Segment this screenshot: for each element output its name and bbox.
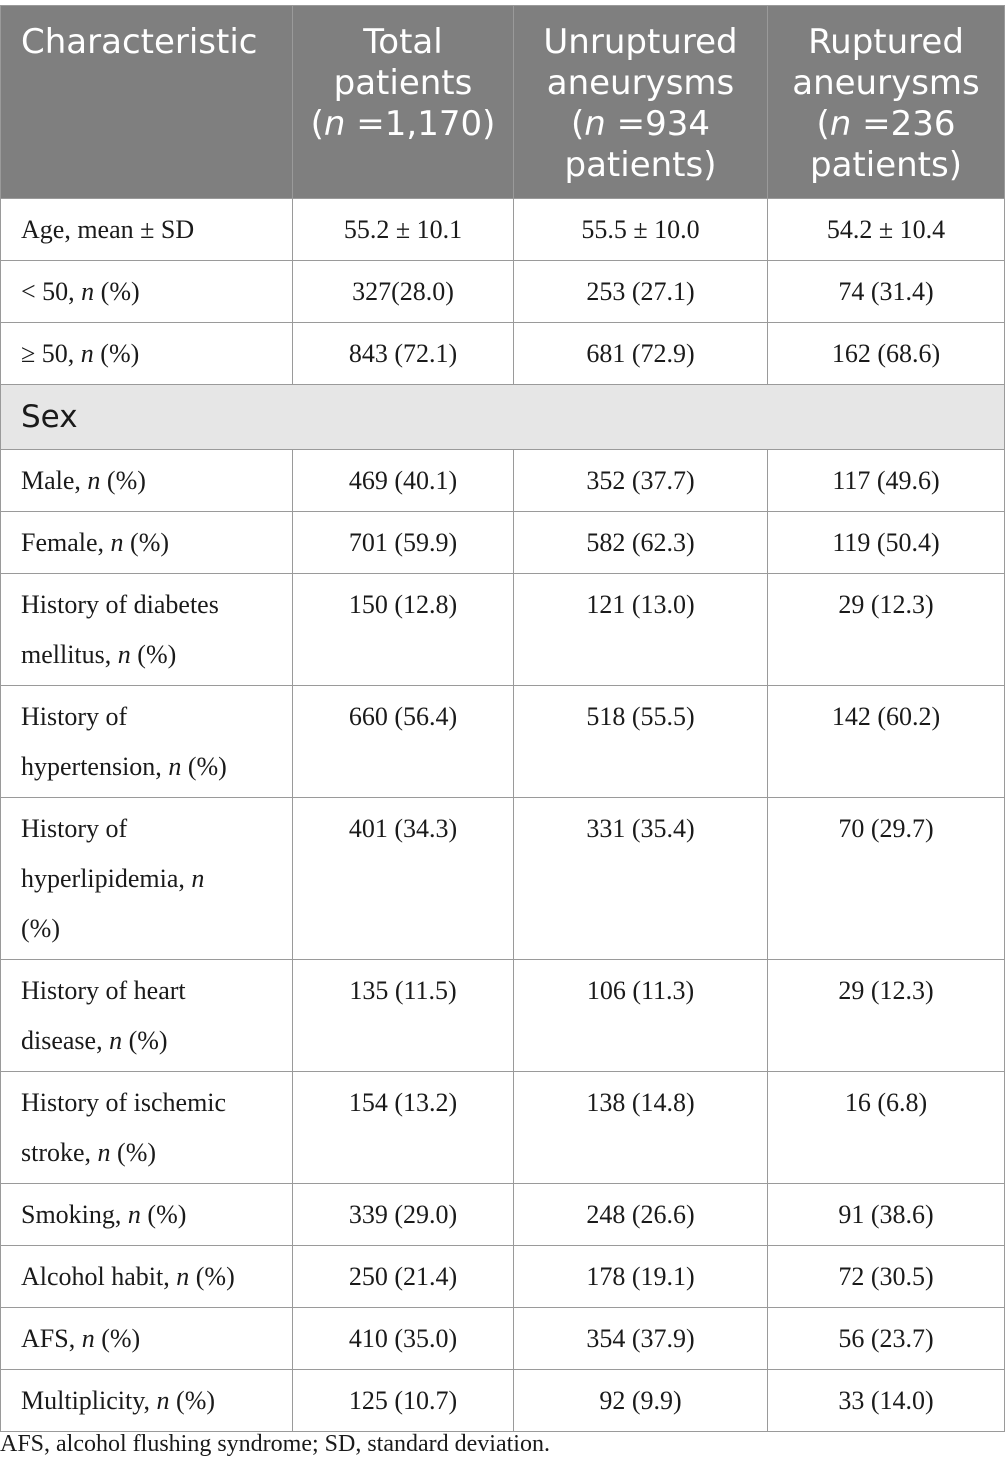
cell-total: 55.2 ± 10.1 (293, 199, 514, 261)
header-row (1, 6, 1005, 199)
table-row (1, 1246, 1005, 1308)
row-label: ≥ 50, n (%) (1, 323, 293, 385)
cell-ruptured: 162 (68.6) (768, 323, 1005, 385)
cell-ruptured: 119 (50.4) (768, 512, 1005, 574)
row-label: History of diabetes mellitus, n (%) (1, 574, 293, 686)
cell-total: 469 (40.1) (293, 450, 514, 512)
header-total-patients: Total patients (n =1,170) (293, 6, 514, 199)
cell-total: 154 (13.2) (293, 1072, 514, 1184)
row-label: Age, mean ± SD (1, 199, 293, 261)
table-row (1, 1072, 1005, 1184)
cell-unruptured: 354 (37.9) (514, 1308, 768, 1370)
cell-total: 410 (35.0) (293, 1308, 514, 1370)
cell-ruptured: 54.2 ± 10.4 (768, 199, 1005, 261)
section-row (1, 385, 1005, 450)
cell-unruptured: 248 (26.6) (514, 1184, 768, 1246)
table-row (1, 199, 1005, 261)
cell-total: 701 (59.9) (293, 512, 514, 574)
row-label: Smoking, n (%) (1, 1184, 293, 1246)
table-row (1, 512, 1005, 574)
characteristics-table (0, 5, 1005, 1432)
cell-ruptured: 74 (31.4) (768, 261, 1005, 323)
cell-unruptured: 55.5 ± 10.0 (514, 199, 768, 261)
table-row (1, 450, 1005, 512)
cell-total: 660 (56.4) (293, 686, 514, 798)
cell-unruptured: 121 (13.0) (514, 574, 768, 686)
header-ruptured-aneurysms: Ruptured aneurysms (n =236 patients) (768, 6, 1005, 199)
cell-unruptured: 352 (37.7) (514, 450, 768, 512)
cell-unruptured: 138 (14.8) (514, 1072, 768, 1184)
cell-ruptured: 16 (6.8) (768, 1072, 1005, 1184)
cell-unruptured: 106 (11.3) (514, 960, 768, 1072)
cell-unruptured: 92 (9.9) (514, 1370, 768, 1432)
table-row (1, 686, 1005, 798)
row-label: History of hypertension, n (%) (1, 686, 293, 798)
table-body (1, 199, 1005, 1432)
section-label: Sex (1, 385, 1005, 450)
cell-ruptured: 33 (14.0) (768, 1370, 1005, 1432)
row-label: History of heart disease, n (%) (1, 960, 293, 1072)
table-row (1, 1308, 1005, 1370)
cell-total: 250 (21.4) (293, 1246, 514, 1308)
cell-unruptured: 518 (55.5) (514, 686, 768, 798)
cell-ruptured: 29 (12.3) (768, 960, 1005, 1072)
cell-unruptured: 582 (62.3) (514, 512, 768, 574)
cell-total: 401 (34.3) (293, 798, 514, 960)
cell-total: 135 (11.5) (293, 960, 514, 1072)
row-label: Female, n (%) (1, 512, 293, 574)
cell-total: 150 (12.8) (293, 574, 514, 686)
table-row (1, 1370, 1005, 1432)
table-row (1, 261, 1005, 323)
table-footnote: AFS, alcohol flushing syndrome; SD, standard deviation. (0, 1431, 550, 1457)
cell-ruptured: 56 (23.7) (768, 1308, 1005, 1370)
cell-total: 125 (10.7) (293, 1370, 514, 1432)
table-row (1, 574, 1005, 686)
row-label: AFS, n (%) (1, 1308, 293, 1370)
table-row (1, 323, 1005, 385)
cell-ruptured: 70 (29.7) (768, 798, 1005, 960)
cell-ruptured: 117 (49.6) (768, 450, 1005, 512)
header-characteristic: Characteristic (1, 6, 293, 199)
cell-ruptured: 142 (60.2) (768, 686, 1005, 798)
cell-unruptured: 178 (19.1) (514, 1246, 768, 1308)
cell-total: 327(28.0) (293, 261, 514, 323)
cell-total: 339 (29.0) (293, 1184, 514, 1246)
table-row (1, 1184, 1005, 1246)
row-label: < 50, n (%) (1, 261, 293, 323)
row-label: History of hyperlipidemia, n (%) (1, 798, 293, 960)
table-row (1, 798, 1005, 960)
row-label: History of ischemic stroke, n (%) (1, 1072, 293, 1184)
cell-ruptured: 29 (12.3) (768, 574, 1005, 686)
row-label: Male, n (%) (1, 450, 293, 512)
cell-ruptured: 72 (30.5) (768, 1246, 1005, 1308)
cell-unruptured: 253 (27.1) (514, 261, 768, 323)
cell-ruptured: 91 (38.6) (768, 1184, 1005, 1246)
table-row (1, 960, 1005, 1072)
cell-unruptured: 681 (72.9) (514, 323, 768, 385)
row-label: Multiplicity, n (%) (1, 1370, 293, 1432)
header-unruptured-aneurysms: Unruptured aneurysms (n =934 patients) (514, 6, 768, 199)
cell-total: 843 (72.1) (293, 323, 514, 385)
row-label: Alcohol habit, n (%) (1, 1246, 293, 1308)
cell-unruptured: 331 (35.4) (514, 798, 768, 960)
